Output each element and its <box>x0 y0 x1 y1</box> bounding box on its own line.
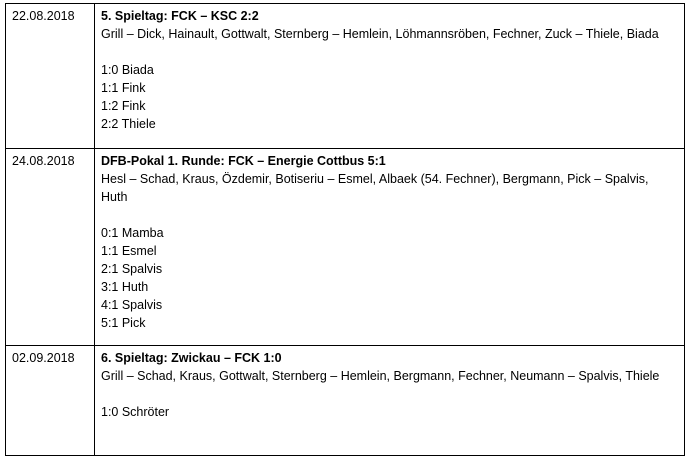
match-date: 02.09.2018 <box>6 346 95 456</box>
match-lineup: Grill – Dick, Hainault, Gottwalt, Sternberg – Hemlein, Löhmannsröben, Fechner, Zuck – Thiele, Biada <box>101 27 659 41</box>
goal-entry: 4:1 Spalvis <box>101 298 163 312</box>
goal-entry: 3:1 Huth <box>101 280 149 294</box>
goal-entry: 1:1 Fink <box>101 81 146 95</box>
goal-entry: 1:0 Schröter <box>101 405 170 419</box>
match-date: 24.08.2018 <box>6 149 95 346</box>
match-details <box>95 149 685 346</box>
goal-entry: 5:1 Pick <box>101 316 146 330</box>
goal-entry: 0:1 Mamba <box>101 226 164 240</box>
match-details <box>95 346 685 456</box>
spacer <box>101 385 678 403</box>
match-lineup: Grill – Schad, Kraus, Gottwalt, Sternberg – Hemlein, Bergmann, Fechner, Neumann – Spalvis, Thiele <box>101 369 660 383</box>
match-details <box>95 4 685 149</box>
goal-entry: 1:0 Biada <box>101 63 154 77</box>
goal-entry: 1:1 Esmel <box>101 244 157 258</box>
goal-entry: 2:1 Spalvis <box>101 262 163 276</box>
table-row <box>6 346 685 456</box>
match-title: DFB-Pokal 1. Runde: FCK – Energie Cottbus 5:1 <box>101 154 386 168</box>
goal-entry: 1:2 Fink <box>101 99 146 113</box>
goal-entry: 2:2 Thiele <box>101 117 156 131</box>
match-lineup: Hesl – Schad, Kraus, Özdemir, Botiseriu – Esmel, Albaek (54. Fechner), Bergmann, Pick – Spalvis, Huth <box>101 172 649 204</box>
spacer <box>101 43 678 61</box>
table-row <box>6 149 685 346</box>
match-title: 5. Spieltag: FCK – KSC 2:2 <box>101 9 259 23</box>
match-date: 22.08.2018 <box>6 4 95 149</box>
table-row <box>6 4 685 149</box>
match-title: 6. Spieltag: Zwickau – FCK 1:0 <box>101 351 282 365</box>
spacer <box>101 206 678 224</box>
match-results-table <box>5 3 685 456</box>
